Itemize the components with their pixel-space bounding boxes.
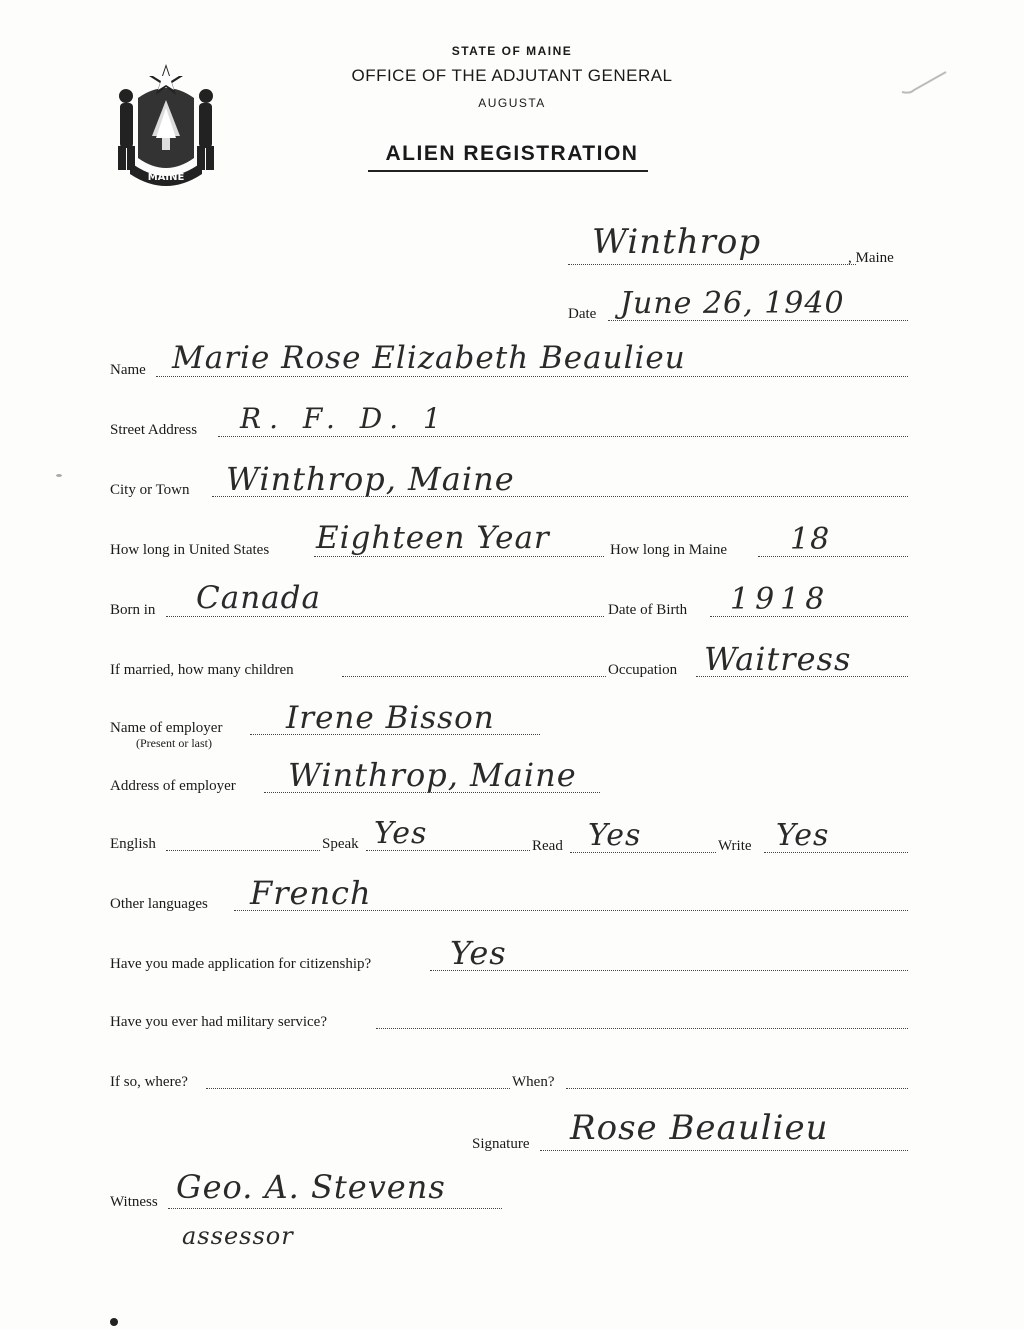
born-in-line <box>166 616 604 617</box>
town-line <box>568 264 856 265</box>
street-value: R. F. D. 1 <box>240 402 449 435</box>
street-label: Street Address <box>110 422 198 438</box>
us-duration-label: How long in United States <box>110 542 270 558</box>
occupation-value: Waitress <box>704 640 852 678</box>
write-value: Yes <box>776 818 830 853</box>
when-line <box>566 1088 908 1089</box>
signature-value: Rose Beaulieu <box>570 1108 829 1148</box>
maine-duration-label: How long in Maine <box>610 542 728 558</box>
witness-label: Witness <box>110 1194 158 1210</box>
military-line <box>376 1028 908 1029</box>
check-mark-icon <box>900 68 950 98</box>
maine-duration-line <box>758 556 908 557</box>
citizenship-value: Yes <box>450 934 507 972</box>
title-underline <box>368 170 648 172</box>
when-label: When? <box>512 1074 555 1090</box>
town-value: Winthrop <box>592 222 762 262</box>
where-line <box>206 1088 510 1089</box>
dob-label: Date of Birth <box>608 602 688 618</box>
town-suffix: , Maine <box>848 250 894 266</box>
employer-value: Irene Bisson <box>286 700 495 736</box>
citizenship-label: Have you made application for citizenship? <box>110 956 372 972</box>
maine-duration-value: 18 <box>790 522 831 557</box>
name-value: Marie Rose Elizabeth Beaulieu <box>172 340 686 376</box>
us-duration-value: Eighteen Year <box>316 520 550 556</box>
street-line <box>218 436 908 437</box>
us-duration-line <box>314 556 604 557</box>
occupation-label: Occupation <box>608 662 678 678</box>
city-label: City or Town <box>110 482 190 498</box>
where-label: If so, where? <box>110 1074 188 1090</box>
write-label: Write <box>718 838 752 854</box>
employer-label: Name of employer <box>110 720 223 736</box>
children-line <box>342 676 606 677</box>
speak-value: Yes <box>374 816 428 851</box>
read-value: Yes <box>588 818 642 853</box>
city-value: Winthrop, Maine <box>226 460 515 498</box>
english-label: English <box>110 836 156 852</box>
witness-line <box>168 1208 502 1209</box>
signature-label: Signature <box>472 1136 530 1152</box>
other-languages-label: Other languages <box>110 896 208 912</box>
seal-text: MAINE <box>147 172 185 183</box>
speak-label: Speak <box>322 836 359 852</box>
signature-line <box>540 1150 908 1151</box>
read-label: Read <box>532 838 563 854</box>
witness-value: Geo. A. Stevens <box>176 1168 446 1206</box>
other-languages-value: French <box>250 874 372 912</box>
scan-speck <box>56 474 62 477</box>
children-label: If married, how many children <box>110 662 294 678</box>
employer-address-label: Address of employer <box>110 778 236 794</box>
name-label: Name <box>110 362 146 378</box>
form-title: ALIEN REGISTRATION <box>385 142 639 165</box>
office-heading: OFFICE OF THE ADJUTANT GENERAL <box>351 66 673 85</box>
date-label: Date <box>568 306 597 322</box>
city-heading: AUGUSTA <box>478 96 546 110</box>
state-heading: STATE OF MAINE <box>451 44 573 58</box>
employer-sublabel: (Present or last) <box>136 736 212 750</box>
date-value: June 26, 1940 <box>620 286 845 321</box>
military-label: Have you ever had military service? <box>110 1014 327 1030</box>
punch-hole-mark <box>110 1318 118 1326</box>
english-line <box>166 850 320 851</box>
witness-title: assessor <box>182 1222 294 1250</box>
name-line <box>156 376 908 377</box>
born-in-value: Canada <box>196 580 321 616</box>
dob-value: 1918 <box>730 582 831 617</box>
born-in-label: Born in <box>110 602 156 618</box>
employer-address-value: Winthrop, Maine <box>288 756 577 794</box>
